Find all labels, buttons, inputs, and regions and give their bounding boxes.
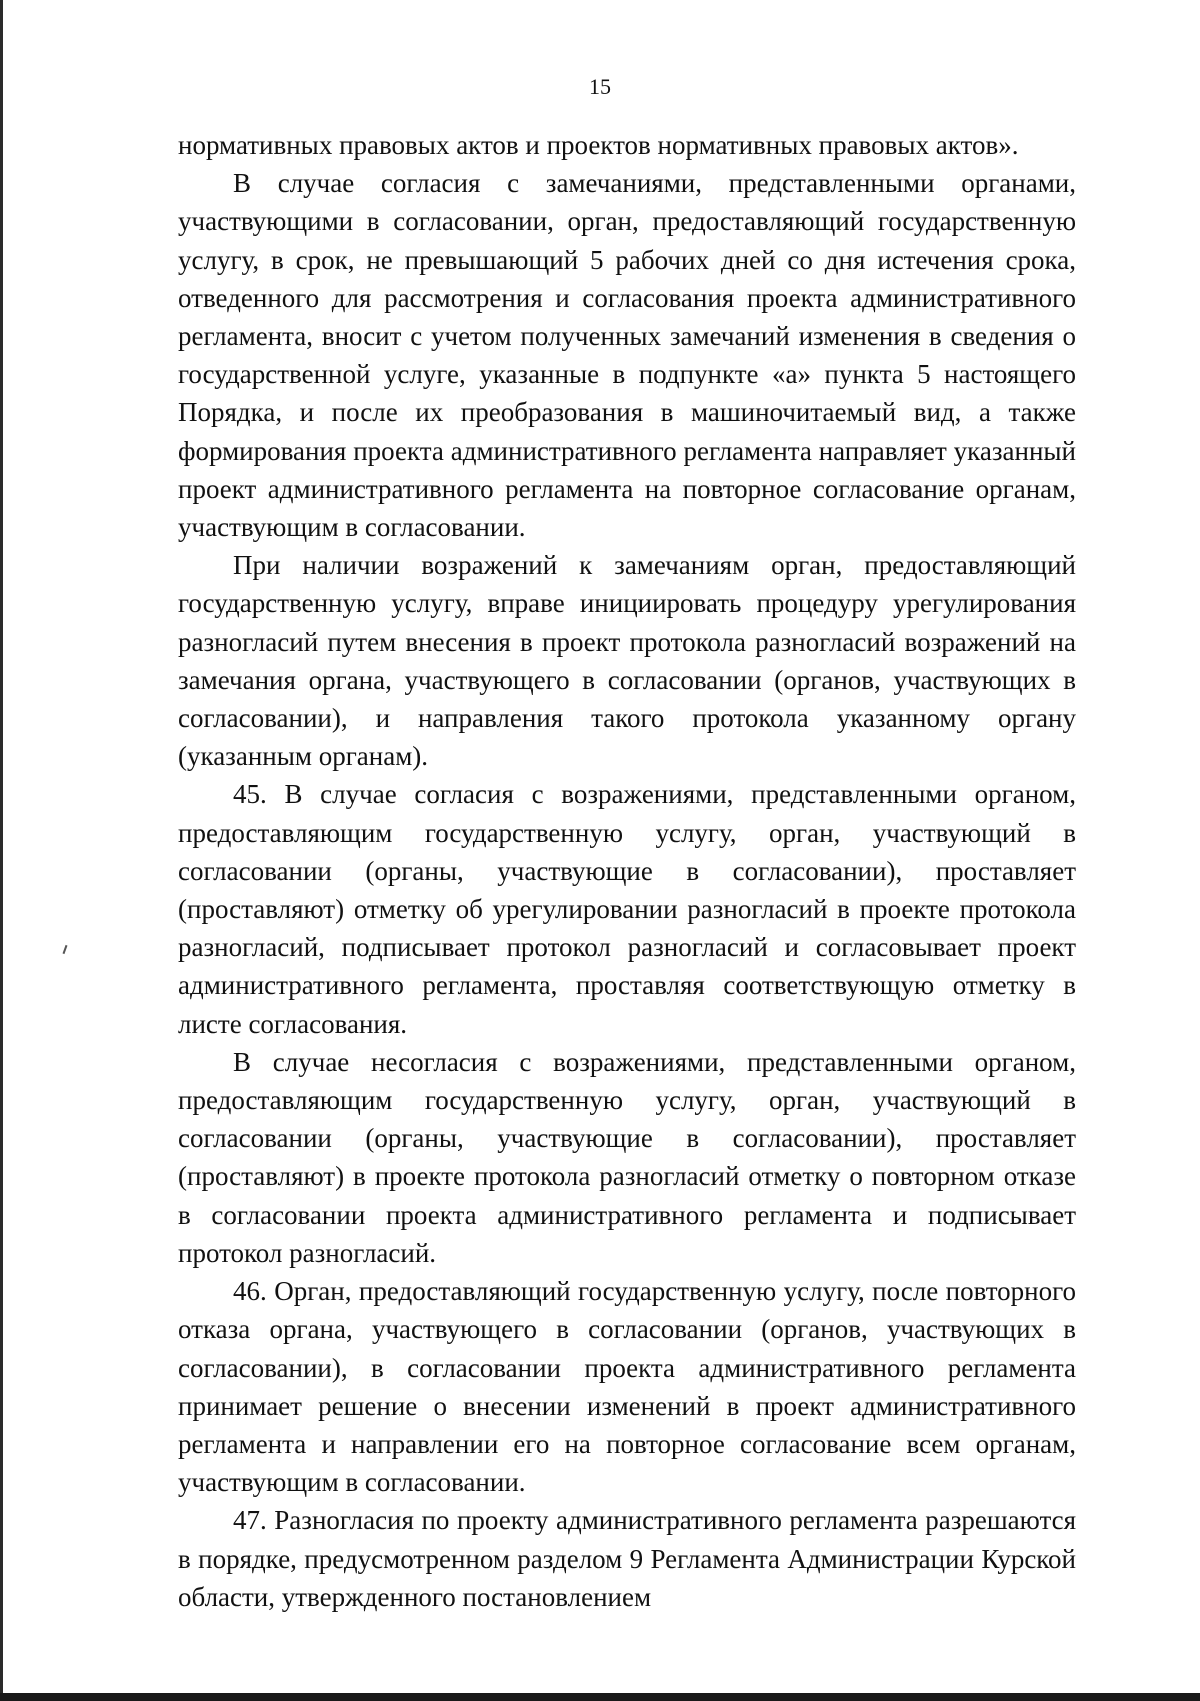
paragraph-continuation: нормативных правовых актов и проектов нормативных правовых актов».: [178, 130, 1019, 160]
scan-left-edge: [0, 0, 3, 1701]
paragraph-item-47: 47. Разногласия по проекту административного регламента разрешаются в порядке, предусмотренном разделом 9 Регламента Администрации Курской области, утвержденного постановлением: [178, 1505, 1076, 1612]
paragraph-objections: При наличии возражений к замечаниям орган, предоставляющий государственную услугу, вправе инициировать процедуру урегулирования разногласий путем внесения в проект протокола разногласий возражений на замечания органа, участвующего в согласовании (органов, участвующих в согласовании), и направления такого протокола указанному органу (указанным органам).: [178, 550, 1076, 772]
paragraph-disagreement: В случае несогласия с возражениями, представленными органом, предоставляющим государственную услугу, орган, участвующий в согласовании (органы, участвующие в согласовании), проставляет (проставляют) в проекте протокола разногласий отметку о повторном отказе в согласовании проекта административного регламента и подписывает протокол разногласий.: [178, 1046, 1076, 1268]
paragraph-item-46: 46. Орган, предоставляющий государственную услугу, после повторного отказа органа, участвующего в согласовании (органов, участвующих в согласовании), в согласовании проекта административного регламента принимает решение о внесении изменений в проект административного регламента и направлении его на повторное согласование всем органам, участвующим в согласовании.: [178, 1276, 1076, 1498]
document-body: [178, 126, 1076, 1616]
paragraph-agreement-with-remarks: В случае согласия с замечаниями, представленными органами, участвующими в согласовании, орган, предоставляющий государственную услугу, в срок, не превышающий 5 рабочих дней со дня истечения срока, отведенного для рассмотрения и согласования проекта административного регламента, вносит с учетом полученных замечаний изменения в сведения о государственной услуге, указанные в подпункте «а» пункта 5 настоящего Порядка, и после их преобразования в машиночитаемый вид, а также формирования проекта административного регламента направляет указанный проект административного регламента на повторное согласование органам, участвующим в согласовании.: [178, 168, 1076, 543]
paragraph-item-45: 45. В случае согласия с возражениями, представленными органом, предоставляющим государственную услугу, орган, участвующий в согласовании (органы, участвующие в согласовании), проставляет (проставляют) отметку об урегулировании разногласий в проекте протокола разногласий, подписывает протокол разногласий и согласовывает проект административного регламента, проставляя соответствующую отметку в листе согласования.: [178, 779, 1076, 1039]
scan-bottom-edge: [0, 1693, 1200, 1701]
scan-speck: [63, 945, 68, 954]
page-number: 15: [589, 74, 611, 99]
